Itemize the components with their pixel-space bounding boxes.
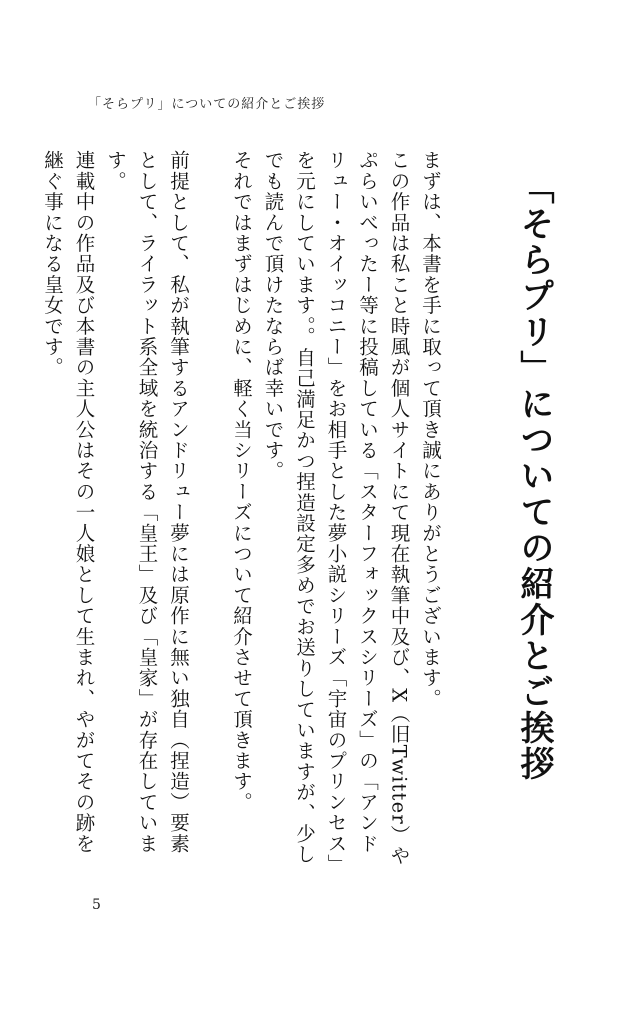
paragraph-intro: それではまずはじめに、軽く当シリーズについて紹介させて頂きます。 (230, 150, 253, 813)
chapter-title: 「そらプリ」についての紹介とご挨拶 (514, 170, 554, 782)
paragraph-about-work: この作品は私こと時風が個人サイトにて現在執筆中及び、X（旧Twitter）やぷらいべったー等に投稿している「スターフォックスシリーズ」の「アンドリュー・オイッコニー」をお相手とした夢小説シリーズ「宇宙のプリンセス」を元にしています。。自己満足かつ捏造設定多めでお送りしていますが、少しでも読んで頂けたならば幸いです。 (261, 150, 411, 867)
running-header: 「そらプリ」についての紹介とご挨拶 (88, 97, 326, 112)
body-text (41, 150, 446, 870)
paragraph-premise: 前提として、私が執筆するアンドリュー夢には原作に無い独自（捏造）要素として、ライラット系全域を統治する「皇王」及び「皇家」が存在しています。 (104, 150, 190, 854)
page-number: 5 (92, 897, 101, 913)
paragraph-protagonist: 連載中の作品及び本書の主人公はその一人娘として生まれ、やがてその跡を継ぐ事になる皇女です。 (41, 150, 96, 854)
paragraph-greeting: まずは、本書を手に取って頂き誠にありがとうございます。 (419, 150, 442, 709)
